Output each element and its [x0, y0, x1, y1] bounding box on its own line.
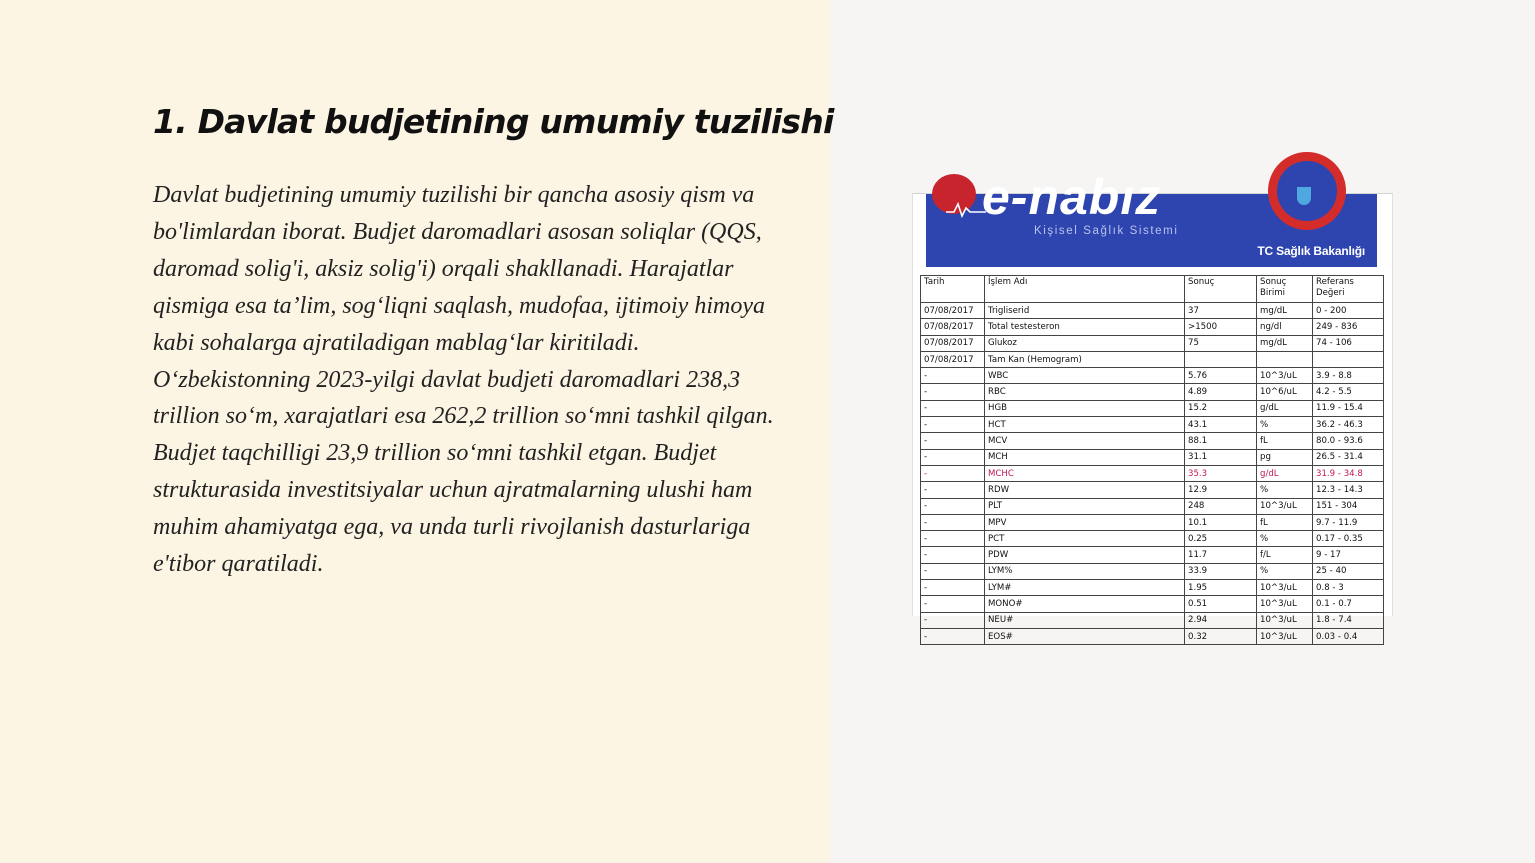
cell-test-name: HCT [985, 417, 1185, 433]
cell-reference: 9 - 17 [1313, 547, 1384, 563]
cell-date: 07/08/2017 [921, 351, 985, 367]
table-row [921, 547, 1384, 563]
banner-logo: e-nabız [982, 169, 1162, 225]
cell-reference: 11.9 - 15.4 [1313, 400, 1384, 416]
cell-result: 88.1 [1185, 433, 1257, 449]
cell-date: - [921, 580, 985, 596]
table-row [921, 335, 1384, 351]
lab-results-table [920, 275, 1384, 645]
cell-reference: 36.2 - 46.3 [1313, 417, 1384, 433]
col-header-result: Sonuç [1185, 276, 1257, 303]
cell-reference: 80.0 - 93.6 [1313, 433, 1384, 449]
body-line: strukturasida investitsiyalar uchun ajratmalarning ulushi ham [153, 477, 753, 504]
cell-test-name: Glukoz [985, 335, 1185, 351]
cell-reference: 0.17 - 0.35 [1313, 531, 1384, 547]
cell-date: - [921, 547, 985, 563]
cell-reference: 9.7 - 11.9 [1313, 514, 1384, 530]
cell-test-name: LYM# [985, 580, 1185, 596]
cell-date: - [921, 514, 985, 530]
table-row [921, 368, 1384, 384]
body-line: e'tibor qaratiladi. [153, 551, 324, 578]
table-row [921, 417, 1384, 433]
cell-unit: 10^3/uL [1257, 596, 1313, 612]
body-line: daromad solig'i, aksiz solig'i) orqali shakllanadi. Harajatlar [153, 255, 734, 282]
cell-result: 37 [1185, 303, 1257, 319]
cell-result: 35.3 [1185, 465, 1257, 481]
cell-unit: pg [1257, 449, 1313, 465]
cell-result: 43.1 [1185, 417, 1257, 433]
cell-reference [1313, 351, 1384, 367]
cell-date: - [921, 417, 985, 433]
table-row [921, 563, 1384, 579]
cell-date: 07/08/2017 [921, 335, 985, 351]
cell-result: 75 [1185, 335, 1257, 351]
cell-date: - [921, 465, 985, 481]
cell-result [1185, 351, 1257, 367]
table-row [921, 400, 1384, 416]
cell-test-name: WBC [985, 368, 1185, 384]
lab-report-image [912, 169, 1393, 642]
cell-result: 0.25 [1185, 531, 1257, 547]
body-line: Budjet taqchilligi 23,9 trillion so‘mni tashkil etgan. Budjet [153, 440, 717, 467]
cell-date: - [921, 433, 985, 449]
col-header-unit: Sonuç Birimi [1257, 276, 1313, 303]
cell-result: 11.7 [1185, 547, 1257, 563]
table-row [921, 498, 1384, 514]
cell-result: 4.89 [1185, 384, 1257, 400]
cell-test-name: HGB [985, 400, 1185, 416]
cell-test-name: Trigliserid [985, 303, 1185, 319]
cell-unit: % [1257, 417, 1313, 433]
cell-unit: 10^3/uL [1257, 580, 1313, 596]
cell-reference: 12.3 - 14.3 [1313, 482, 1384, 498]
cell-test-name: RBC [985, 384, 1185, 400]
cell-test-name: Total testesteron [985, 319, 1185, 335]
cell-test-name: NEU# [985, 612, 1185, 628]
report-banner [926, 169, 1377, 267]
cell-unit: g/dL [1257, 465, 1313, 481]
cell-test-name: MCHC [985, 465, 1185, 481]
cell-unit: % [1257, 531, 1313, 547]
cell-unit: % [1257, 563, 1313, 579]
table-row [921, 482, 1384, 498]
cell-unit: f/L [1257, 547, 1313, 563]
cell-result: 33.9 [1185, 563, 1257, 579]
cell-result: 5.76 [1185, 368, 1257, 384]
body-line: bo'limlardan iborat. Budjet daromadlari asosan soliqlar (QQS, [153, 218, 762, 245]
col-header-date: Tarih [921, 276, 985, 303]
cell-result: 12.9 [1185, 482, 1257, 498]
lab-results-body [921, 303, 1384, 645]
cell-date: - [921, 628, 985, 644]
cell-test-name: PCT [985, 531, 1185, 547]
ministry-emblem-icon [1268, 152, 1346, 230]
cell-reference: 0.1 - 0.7 [1313, 596, 1384, 612]
table-row [921, 449, 1384, 465]
table-row [921, 465, 1384, 481]
cell-unit: fL [1257, 433, 1313, 449]
cell-test-name: PLT [985, 498, 1185, 514]
cell-result: 248 [1185, 498, 1257, 514]
cell-unit: % [1257, 482, 1313, 498]
table-row [921, 514, 1384, 530]
cell-reference: 0 - 200 [1313, 303, 1384, 319]
cell-unit: 10^6/uL [1257, 384, 1313, 400]
cell-test-name: MCV [985, 433, 1185, 449]
table-row [921, 628, 1384, 644]
cell-date: - [921, 384, 985, 400]
cell-test-name: RDW [985, 482, 1185, 498]
body-paragraph [153, 177, 815, 583]
cell-date: 07/08/2017 [921, 319, 985, 335]
cell-test-name: Tam Kan (Hemogram) [985, 351, 1185, 367]
cell-unit: 10^3/uL [1257, 498, 1313, 514]
cell-result: 15.2 [1185, 400, 1257, 416]
cell-date: - [921, 368, 985, 384]
body-line: Davlat budjetining umumiy tuzilishi bir qancha asosiy qism va [153, 182, 755, 208]
cell-reference: 151 - 304 [1313, 498, 1384, 514]
table-row [921, 351, 1384, 367]
cell-reference: 1.8 - 7.4 [1313, 612, 1384, 628]
cell-result: 10.1 [1185, 514, 1257, 530]
cell-test-name: MCH [985, 449, 1185, 465]
cell-unit: 10^3/uL [1257, 628, 1313, 644]
cell-reference: 31.9 - 34.8 [1313, 465, 1384, 481]
cell-unit: fL [1257, 514, 1313, 530]
cell-test-name: EOS# [985, 628, 1185, 644]
cell-reference: 25 - 40 [1313, 563, 1384, 579]
cell-result: 2.94 [1185, 612, 1257, 628]
emblem-drop-icon [1297, 187, 1311, 205]
table-row [921, 612, 1384, 628]
col-header-test-name: İşlem Adı [985, 276, 1185, 303]
cell-reference: 3.9 - 8.8 [1313, 368, 1384, 384]
cell-result: 1.95 [1185, 580, 1257, 596]
cell-result: 31.1 [1185, 449, 1257, 465]
cell-date: - [921, 531, 985, 547]
cell-date: - [921, 482, 985, 498]
cell-unit: g/dL [1257, 400, 1313, 416]
cell-unit: mg/dL [1257, 335, 1313, 351]
body-line: O‘zbekistonning 2023-yilgi davlat budjeti daromadlari 238,3 [153, 366, 741, 393]
cell-test-name: LYM% [985, 563, 1185, 579]
table-row [921, 580, 1384, 596]
slide-title: 1. Davlat budjetining umumiy tuzilishi [153, 102, 834, 141]
table-row [921, 596, 1384, 612]
cell-reference: 0.8 - 3 [1313, 580, 1384, 596]
body-line: qismiga esa ta’lim, sog‘liqni saqlash, mudofaa, ijtimoiy himoya [153, 292, 765, 319]
cell-reference: 26.5 - 31.4 [1313, 449, 1384, 465]
cell-date: - [921, 596, 985, 612]
cell-reference: 4.2 - 5.5 [1313, 384, 1384, 400]
cell-date: - [921, 612, 985, 628]
cell-reference: 74 - 106 [1313, 335, 1384, 351]
table-row [921, 531, 1384, 547]
cell-date: - [921, 563, 985, 579]
body-line: trillion so‘m, xarajatlari esa 262,2 trillion so‘mni tashkil qilgan. [153, 403, 774, 430]
body-line: kabi sohalarga ajratiladigan mablag‘lar kiritiladi. [153, 329, 640, 356]
col-header-reference: Referans Değeri [1313, 276, 1384, 303]
cell-test-name: MPV [985, 514, 1185, 530]
cell-date: - [921, 498, 985, 514]
body-line: muhim ahamiyatga ega, va unda turli rivojlanish dasturlariga [153, 514, 751, 541]
cell-date: - [921, 449, 985, 465]
cell-unit: mg/dL [1257, 303, 1313, 319]
table-row [921, 303, 1384, 319]
cell-date: - [921, 400, 985, 416]
cell-test-name: PDW [985, 547, 1185, 563]
cell-unit: 10^3/uL [1257, 612, 1313, 628]
cell-reference: 0.03 - 0.4 [1313, 628, 1384, 644]
banner-subtitle: Kişisel Sağlık Sistemi [1034, 225, 1179, 237]
table-row [921, 384, 1384, 400]
table-header-row [921, 276, 1384, 303]
cell-result: 0.51 [1185, 596, 1257, 612]
cell-result: >1500 [1185, 319, 1257, 335]
cell-result: 0.32 [1185, 628, 1257, 644]
ministry-name: TC Sağlık Bakanlığı [1257, 244, 1365, 258]
cell-unit [1257, 351, 1313, 367]
table-row [921, 433, 1384, 449]
cell-unit: 10^3/uL [1257, 368, 1313, 384]
cell-reference: 249 - 836 [1313, 319, 1384, 335]
cell-unit: ng/dl [1257, 319, 1313, 335]
cell-date: 07/08/2017 [921, 303, 985, 319]
cell-test-name: MONO# [985, 596, 1185, 612]
pulse-icon [946, 202, 986, 218]
table-row [921, 319, 1384, 335]
